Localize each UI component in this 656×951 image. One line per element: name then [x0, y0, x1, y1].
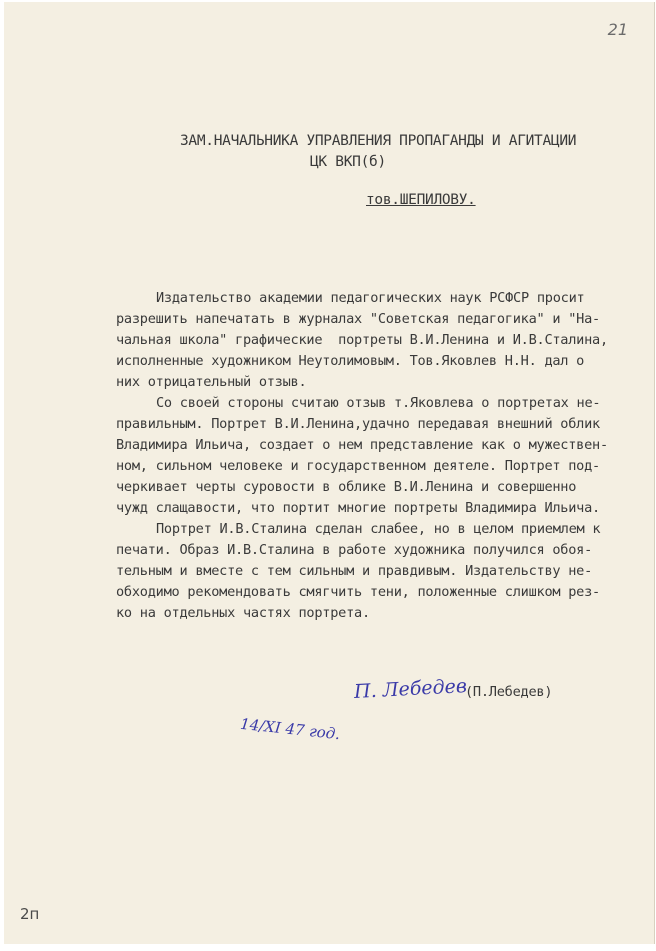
page-number: 21 — [607, 20, 628, 39]
body-line: черкивает черты суровости в облике В.И.Ленина и совершенно — [116, 479, 577, 495]
body-line: правильным. Портрет В.И.Ленина,удачно передавая внешний облик — [116, 416, 600, 432]
footer-code: 2п — [20, 905, 40, 923]
body-line: чужд слащавости, что портит многие портреты Владимира Ильича. — [116, 500, 600, 516]
header-line-2: ЦК ВКП(б) — [310, 154, 386, 170]
body-line: обходимо рекомендовать смягчить тени, положенные слишком рез- — [116, 584, 600, 600]
typed-signature: (П.Лебедев) — [465, 684, 553, 700]
body-line: Издательство академии педагогических наук РСФСР просит — [156, 290, 585, 306]
body-line: разрешить напечатать в журналах "Советская педагогика" и "На- — [116, 311, 600, 327]
body-line: ко на отдельных частях портрета. — [116, 605, 370, 621]
body-line: тельным и вместе с тем сильным и правдивым. Издательству не- — [116, 563, 593, 579]
handwritten-date: 14/XI 47 год. — [239, 714, 341, 744]
body-line: Со своей стороны считаю отзыв т.Яковлева о портретах не- — [156, 395, 601, 411]
body-line: ном, сильном человеке и государственном деятеле. Портрет под- — [116, 458, 600, 474]
header-line-1: ЗАМ.НАЧАЛЬНИКА УПРАВЛЕНИЯ ПРОПАГАНДЫ И АГИТАЦИИ — [180, 133, 577, 149]
body-line: Портрет И.В.Сталина сделан слабее, но в целом приемлем к — [156, 521, 601, 537]
body-line: чальная школа" графические портреты В.И.Ленина и И.В.Сталина, — [116, 332, 608, 348]
body-line: исполненные художником Неутолимовым. Тов.Яковлев Н.Н. дал о — [116, 353, 585, 369]
body-line: печати. Образ И.В.Сталина в работе художника получился обоя- — [116, 542, 593, 558]
handwritten-signature: П. Лебедев — [353, 675, 468, 703]
body-line: них отрицательный отзыв. — [116, 374, 307, 390]
body-line: Владимира Ильича, создает о нем представление как о мужествен- — [116, 437, 608, 453]
addressee: тов.ШЕПИЛОВУ. — [366, 192, 476, 208]
document-sheet — [4, 2, 655, 944]
